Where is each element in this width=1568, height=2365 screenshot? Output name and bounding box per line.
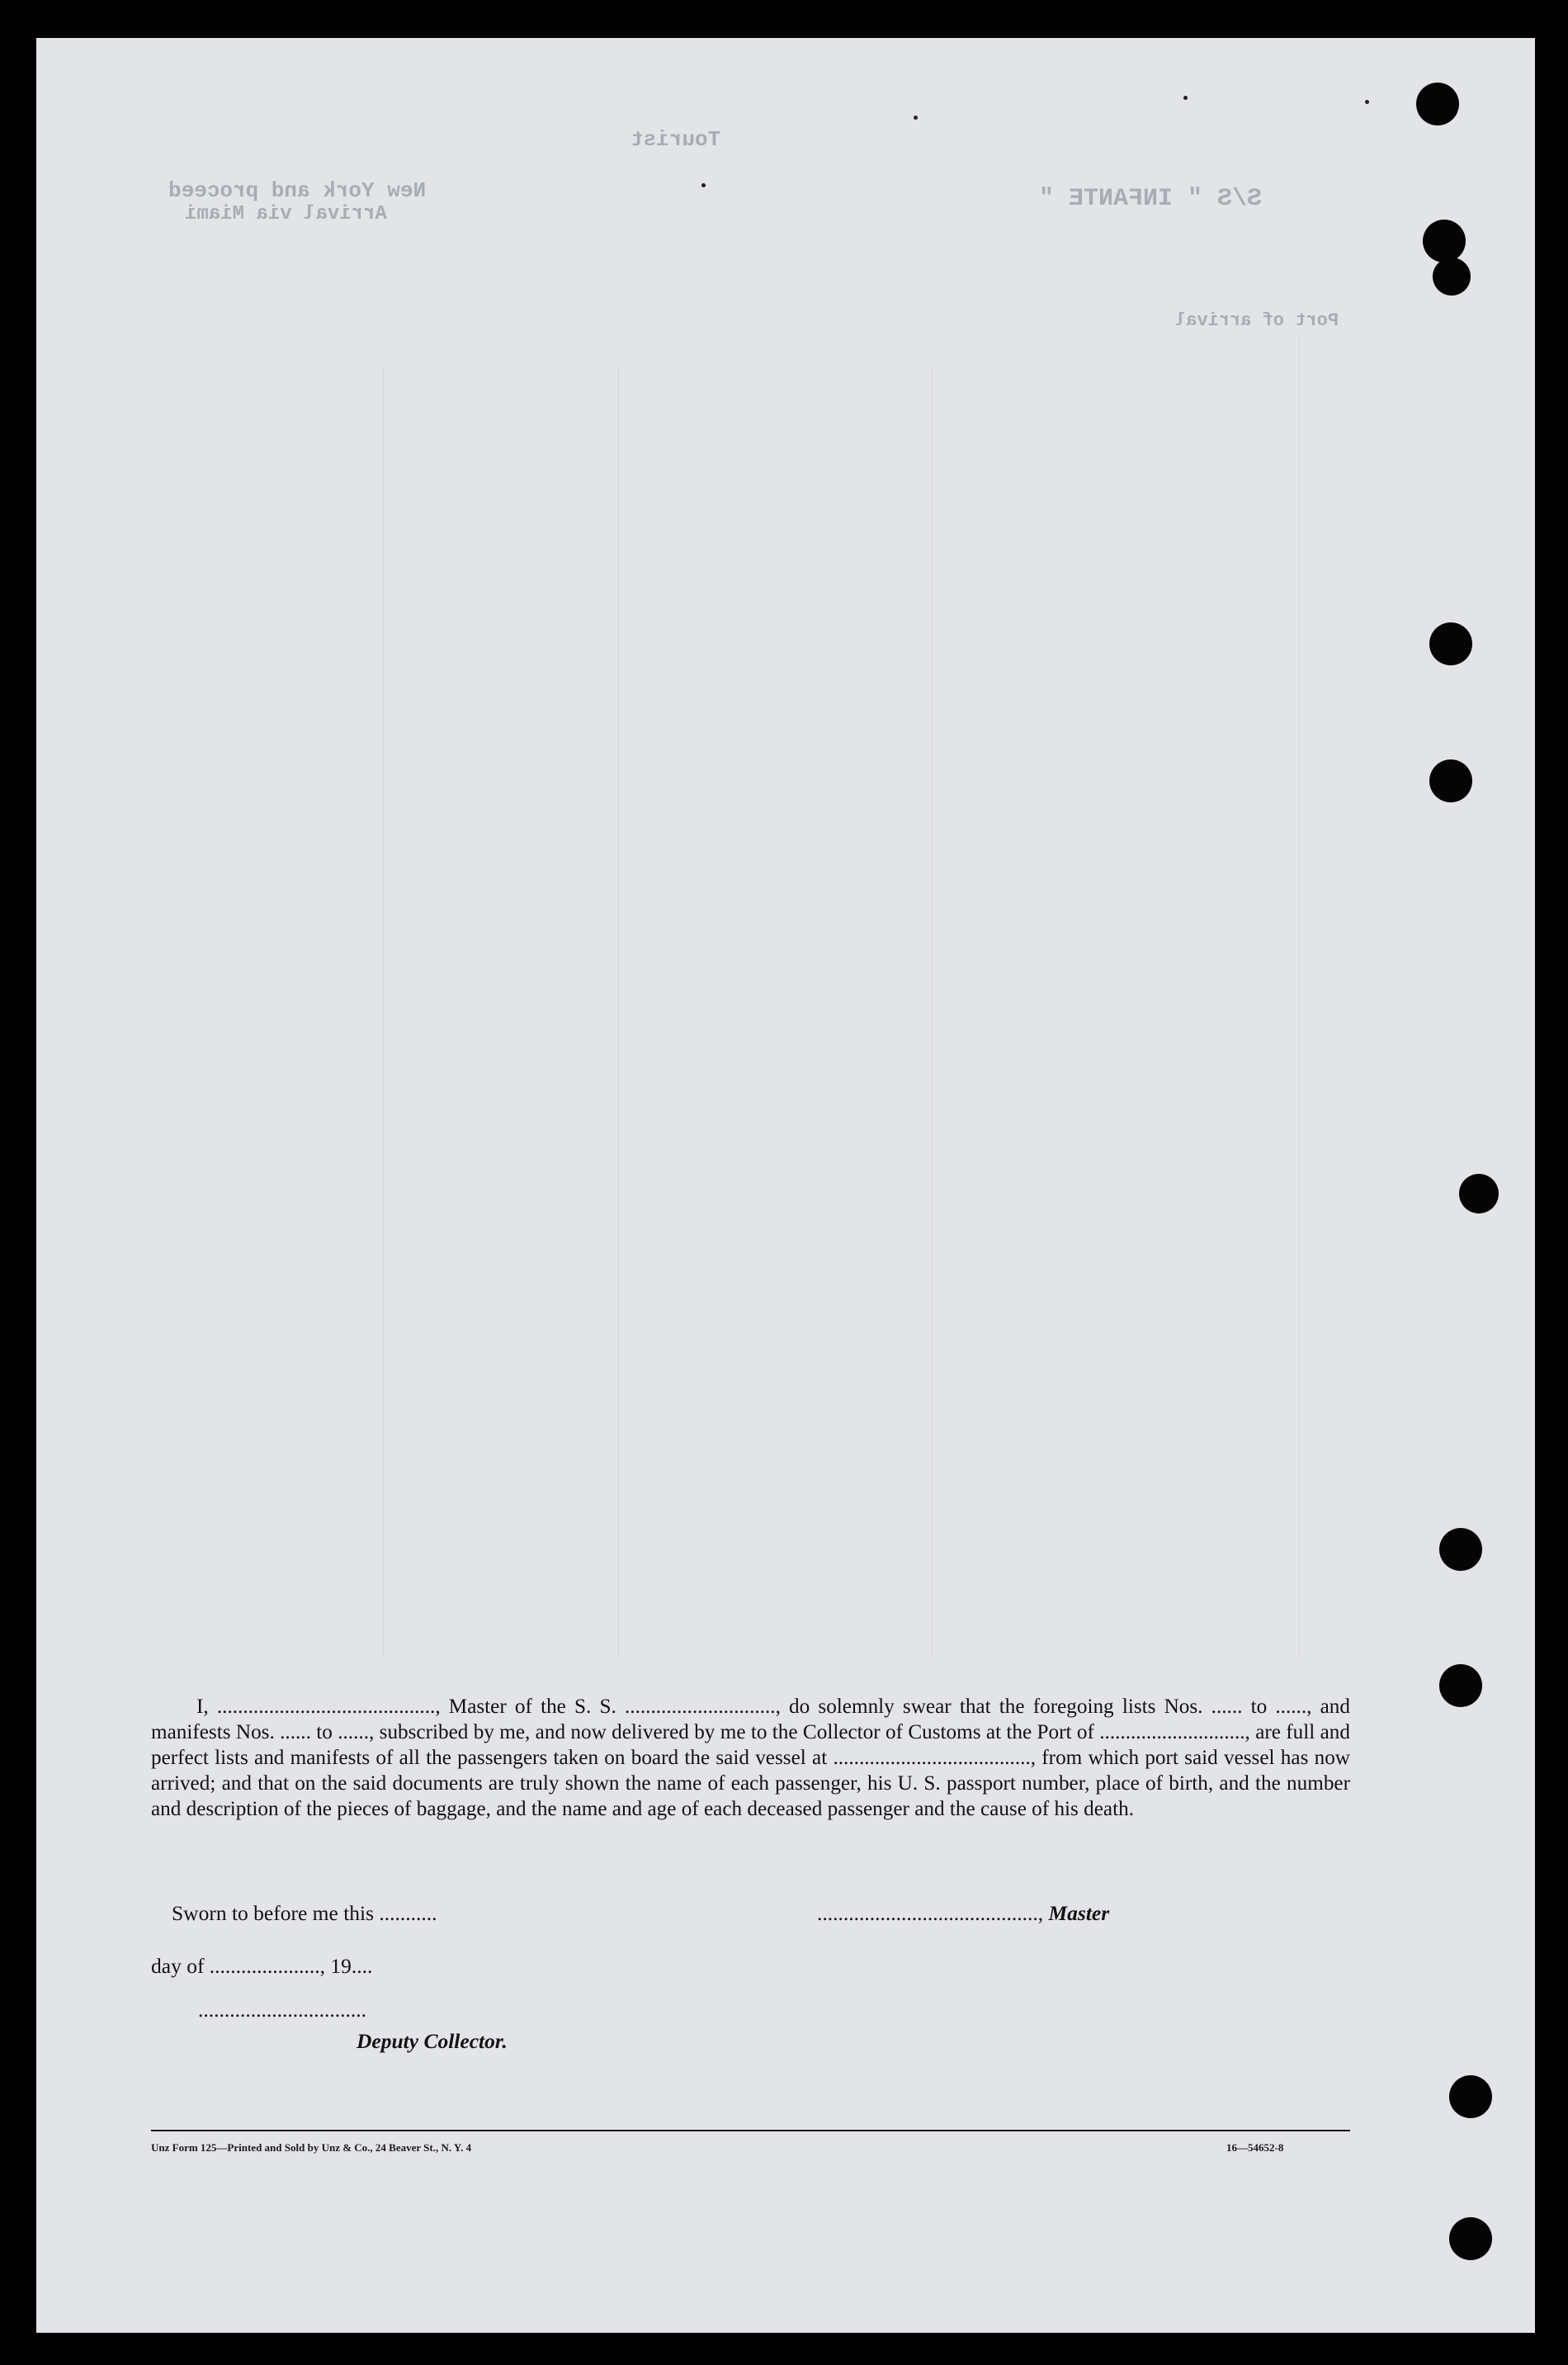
binder-hole: [1423, 220, 1466, 263]
binder-hole: [1416, 83, 1459, 125]
collector-dots: ................................: [198, 1998, 366, 2022]
master-signature-line: [817, 1901, 1109, 1926]
bleed-through-class: Tourist: [631, 127, 721, 152]
footer-rule: [151, 2130, 1350, 2131]
deputy-collector-label: Deputy Collector.: [357, 2029, 508, 2053]
bleed-through-route-1: New York and proceed: [168, 178, 427, 203]
column-rule: [383, 368, 384, 1656]
speck: [914, 116, 918, 120]
binder-hole: [1429, 622, 1472, 665]
binder-hole: [1429, 759, 1472, 802]
bleed-through-ship: S/S " INFANTE ": [1039, 185, 1263, 213]
oath-text: I, .........................................., Master of the S. S. ............................., do solemnly swear that the foregoing lists Nos. ...... to ......, and manifests Nos. ...... to ......, subscribed by me, and now delivered by me to the Collector of Customs at the Port of ............................, are full and perfect lists and manifests of all the passengers taken on board the said vessel at ......................................, from which port said vessel has now arrived; and that on the said documents are truly shown the name of each passenger, his U. S. passport number, place of birth, and the number and description of the pieces of baggage, and the name and age of each deceased passenger and the cause of his death.: [151, 1696, 1350, 1820]
day-line: day of ....................., 19....: [151, 1954, 373, 1978]
master-dots: ..........................................,: [817, 1901, 1044, 1925]
column-rule: [618, 368, 619, 1656]
binder-hole: [1439, 1528, 1482, 1571]
printer-credit: Unz Form 125—Printed and Sold by Unz & Co., 24 Beaver St., N. Y. 4: [151, 2141, 472, 2154]
manifest-page: [36, 38, 1535, 2333]
column-rule: [932, 368, 933, 1656]
sworn-line: Sworn to before me this ...........: [172, 1901, 437, 1925]
master-label: Master: [1048, 1901, 1110, 1925]
speck: [701, 183, 706, 187]
bleed-through-route-2: Arrival via Miami: [185, 203, 387, 225]
speck: [1365, 100, 1369, 104]
binder-hole: [1433, 258, 1471, 296]
binder-hole: [1439, 1664, 1482, 1707]
binder-hole: [1449, 2075, 1492, 2118]
master-oath: [151, 1694, 1350, 1822]
column-rule: [1299, 335, 1300, 1656]
form-number: 16—54652-8: [1226, 2141, 1284, 2154]
binder-hole: [1459, 1174, 1499, 1213]
speck: [1183, 96, 1188, 100]
binder-hole: [1449, 2217, 1492, 2260]
bleed-through-header: Port of arrival: [1175, 310, 1339, 331]
